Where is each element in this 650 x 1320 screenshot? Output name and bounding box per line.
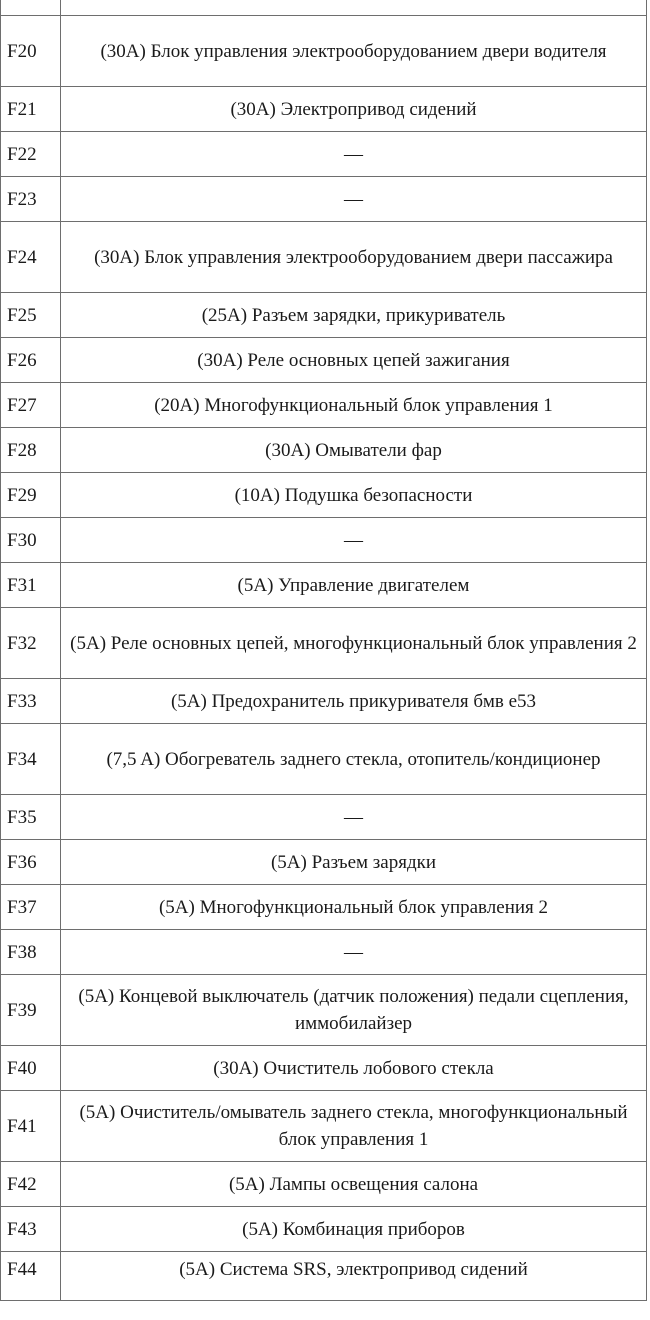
fuse-description-cell: (5A) Многофункциональный блок управления 2 <box>61 885 647 930</box>
fuse-description-cell: (30A) Омыватели фар <box>61 428 647 473</box>
fuse-description-cell: (25A) Разъем зарядки, прикуриватель <box>61 293 647 338</box>
fuse-id-cell: F37 <box>1 885 61 930</box>
fuse-id-cell: F20 <box>1 16 61 87</box>
table-row <box>1 885 647 930</box>
fuse-id-cell: F38 <box>1 930 61 975</box>
fuse-id-cell: F41 <box>1 1091 61 1162</box>
table-row <box>1 473 647 518</box>
table-row <box>1 795 647 840</box>
fuse-id-cell: F28 <box>1 428 61 473</box>
table-row <box>1 222 647 293</box>
fuse-id-cell: F31 <box>1 563 61 608</box>
fuse-description-cell: (30A) Блок управления электрооборудованием двери пассажира <box>61 222 647 293</box>
fuse-description-cell: (30A) Очиститель лобового стекла <box>61 1046 647 1091</box>
fuse-id-cell: F29 <box>1 473 61 518</box>
fuse-description-cell: (30A) Электропривод сидений <box>61 87 647 132</box>
fuse-id-cell: F30 <box>1 518 61 563</box>
fuse-description-cell: (5A) Предохранитель прикуривателя бмв е53 <box>61 679 647 724</box>
fuse-id-cell: F33 <box>1 679 61 724</box>
fuse-description-cell: (30A) Реле основных цепей зажигания <box>61 338 647 383</box>
fuse-id-cell: F24 <box>1 222 61 293</box>
table-row <box>1 1162 647 1207</box>
fuse-description-cell: — <box>61 132 647 177</box>
table-row <box>1 840 647 885</box>
table-row <box>1 724 647 795</box>
table-row <box>1 177 647 222</box>
fuse-id-cell: F36 <box>1 840 61 885</box>
table-row <box>1 1046 647 1091</box>
fuse-id-cell: F43 <box>1 1207 61 1252</box>
table-row <box>1 930 647 975</box>
fuse-id-cell: F35 <box>1 795 61 840</box>
fuse-id-cell: F21 <box>1 87 61 132</box>
table-row <box>1 1252 647 1301</box>
table-row <box>1 679 647 724</box>
fuse-description-cell: (20A) Многофункциональный блок управления 1 <box>61 383 647 428</box>
fuse-id-cell: F44 <box>1 1252 61 1301</box>
table-row <box>1 608 647 679</box>
fuse-id-cell: F40 <box>1 1046 61 1091</box>
table-row <box>1 1207 647 1252</box>
fuse-description-cell: (5A) Комбинация приборов <box>61 1207 647 1252</box>
fuse-description-cell: (5A) Управление двигателем <box>61 563 647 608</box>
fuse-id-cell: F39 <box>1 975 61 1046</box>
fuse-id-cell: F26 <box>1 338 61 383</box>
table-row <box>1 132 647 177</box>
table-row <box>1 518 647 563</box>
fuse-id-cell <box>1 0 61 16</box>
fuse-description-cell: — <box>61 930 647 975</box>
table-row <box>1 1091 647 1162</box>
fuse-description-cell: (5A) Лампы освещения салона <box>61 1162 647 1207</box>
fuse-id-cell: F34 <box>1 724 61 795</box>
fuse-description-cell <box>61 0 647 16</box>
table-row <box>1 563 647 608</box>
fuse-description-cell: — <box>61 177 647 222</box>
table-row <box>1 338 647 383</box>
fuse-description-cell: (5A) Реле основных цепей, многофункциональный блок управления 2 <box>61 608 647 679</box>
fuse-id-cell: F25 <box>1 293 61 338</box>
fuse-description-cell: (5A) Концевой выключатель (датчик положения) педали сцепления, иммобилайзер <box>61 975 647 1046</box>
table-row <box>1 87 647 132</box>
fuse-description-cell: (10A) Подушка безопасности <box>61 473 647 518</box>
fuse-description-cell: — <box>61 795 647 840</box>
fuse-description-cell: (5A) Очиститель/омыватель заднего стекла, многофункциональный блок управления 1 <box>61 1091 647 1162</box>
table-row <box>1 16 647 87</box>
table-row <box>1 383 647 428</box>
fuse-description-cell: (30A) Блок управления электрооборудованием двери водителя <box>61 16 647 87</box>
fuse-id-cell: F27 <box>1 383 61 428</box>
fuse-id-cell: F22 <box>1 132 61 177</box>
fuse-id-cell: F32 <box>1 608 61 679</box>
table-row <box>1 0 647 16</box>
fuse-id-cell: F23 <box>1 177 61 222</box>
table-row <box>1 293 647 338</box>
fuse-description-cell: (7,5 A) Обогреватель заднего стекла, отопитель/кондиционер <box>61 724 647 795</box>
fuse-description-cell: (5A) Разъем зарядки <box>61 840 647 885</box>
table-row <box>1 975 647 1046</box>
fuse-description-cell: — <box>61 518 647 563</box>
table-row <box>1 428 647 473</box>
fuse-id-cell: F42 <box>1 1162 61 1207</box>
fuse-description-cell: (5A) Система SRS, электропривод сидений <box>61 1252 647 1301</box>
